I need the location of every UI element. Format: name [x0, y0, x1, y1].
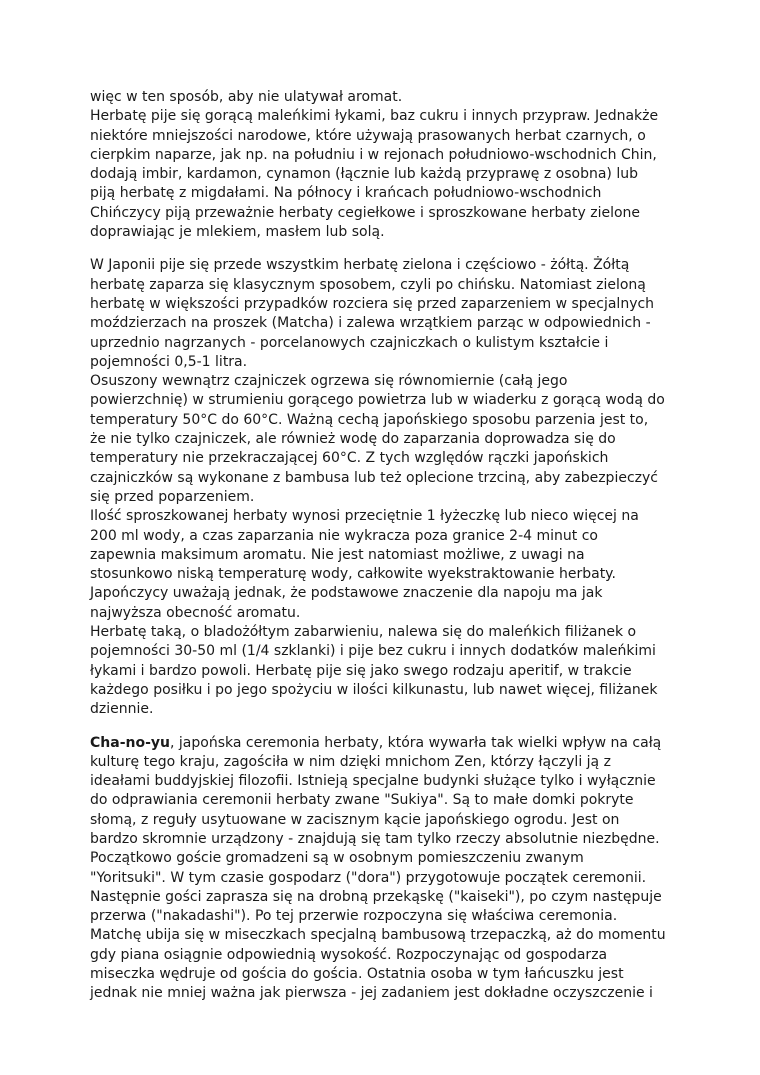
text-line	[90, 734, 690, 753]
text-line: Osuszony wewnątrz czajniczek ogrzewa się równomiernie (całą jego	[90, 373, 568, 390]
text-line: temperatury nie przekraczającej 60°C. Z tych względów rączki japońskich	[90, 450, 609, 467]
text-line: kulturę tego kraju, zagościła w nim dzięki mnichom Zen, którzy łączyli ją z	[90, 753, 611, 770]
text-line: łykami i bardzo powoli. Herbatę pije się jako swego rodzaju aperitif, w trakcie	[90, 662, 632, 679]
text-line: że nie tylko czajniczek, ale również wodę do zaparzania doprowadza się do	[90, 431, 616, 448]
text-line: ideałami buddyjskiej filozofii. Istnieją specjalne budynki służące tylko i wyłącznie	[90, 773, 656, 790]
text-line: herbatę w większości przypadków rozciera się przed zaparzeniem w specjalnych	[90, 295, 655, 312]
text-line: doprawiając je mlekiem, masłem lub solą.	[90, 224, 385, 241]
text-line: temperatury 50°C do 60°C. Ważną cechą japońskiego sposobu parzenia jest to,	[90, 411, 649, 428]
text-line: czajniczków są wykonane z bambusa lub też oplecione trzciną, aby zabezpieczyć	[90, 469, 658, 486]
paragraph-gap	[90, 242, 690, 256]
text-line: moździerzach na proszek (Matcha) i zalewa wrzątkiem parząc w odpowiednich -	[90, 315, 651, 332]
text-line: cierpkim naparze, jak np. na południu i w rejonach południowo-wschodnich Chin,	[90, 146, 657, 163]
text-line: miseczka wędruje od gościa do gościa. Ostatnia osoba w tym łańcuszku jest	[90, 966, 624, 983]
text-line: Następnie gości zaprasza się na drobną przekąskę ("kaiseki"), po czym następuje	[90, 888, 662, 905]
term-cha-no-yu: Cha-no-yu	[90, 734, 170, 751]
text-line: powierzchnię) w strumieniu gorącego powietrza lub w wiaderku z gorącą wodą do	[90, 392, 665, 409]
text-line: gdy piana osiągnie odpowiednią wysokość. Rozpoczynając od gospodarza	[90, 946, 608, 963]
text-line: herbatę zaparza się klasycznym sposobem, czyli po chińsku. Natomiast zieloną	[90, 276, 646, 293]
text-line: niektóre mniejszości narodowe, które używają prasowanych herbat czarnych, o	[90, 127, 646, 144]
paragraph-japan-tea	[90, 256, 690, 719]
text-line: uprzednio nagrzanych - porcelanowych czajniczkach o kulistym kształcie i	[90, 334, 609, 351]
text-line: bardzo skromnie urządzony - znajdują się tam tylko rzeczy absolutnie niezbędne.	[90, 830, 660, 847]
document-page	[90, 88, 690, 1004]
text-line-rest: , japońska ceremonia herbaty, która wywarła tak wielki wpływ na całą	[170, 734, 662, 751]
text-line: Ilość sproszkowanej herbaty wynosi przeciętnie 1 łyżeczkę lub nieco więcej na	[90, 508, 639, 525]
text-line: do odprawiania ceremonii herbaty zwane "Sukiya". Są to małe domki pokryte	[90, 792, 634, 809]
text-line: 200 ml wody, a czas zaparzania nie wykracza poza granice 2-4 minut co	[90, 527, 598, 544]
text-line: "Yoritsuki". W tym czasie gospodarz ("dora") przygotowuje początek ceremonii.	[90, 869, 647, 886]
paragraph-cha-no-yu	[90, 734, 690, 1004]
text-line: Herbatę pije się gorącą maleńkimi łykami, baz cukru i innych przypraw. Jednakże	[90, 108, 659, 125]
text-line: Herbatę taką, o bladożółtym zabarwieniu, nalewa się do maleńkich filiżanek o	[90, 624, 637, 641]
text-line: zapewnia maksimum aromatu. Nie jest natomiast możliwe, z uwagi na	[90, 546, 585, 563]
text-line: piją herbatę z migdałami. Na północy i krańcach południowo-wschodnich	[90, 185, 602, 202]
text-line: każdego posiłku i po jego spożyciu w ilości kilkunastu, lub nawet więcej, filiżanek	[90, 681, 658, 698]
paragraph-chinese-customs	[90, 88, 690, 242]
text-line: więc w ten sposób, aby nie ulatywał aromat.	[90, 89, 403, 105]
text-line: dziennie.	[90, 701, 154, 718]
paragraph-gap	[90, 720, 690, 734]
text-line: jednak nie mniej ważna jak pierwsza - jej zadaniem jest dokładne oczyszczenie i	[90, 985, 653, 1002]
text-line: słomą, z reguły usytuowane w zacisznym kącie japońskiego ogrodu. Jest on	[90, 811, 620, 828]
text-line: przerwa ("nakadashi"). Po tej przerwie rozpoczyna się właściwa ceremonia.	[90, 908, 618, 925]
text-line: W Japonii pije się przede wszystkim herbatę zielona i częściowo - żółtą. Żółtą	[90, 257, 630, 274]
text-line: Początkowo goście gromadzeni są w osobnym pomieszczeniu zwanym	[90, 850, 584, 867]
text-line: pojemności 0,5-1 litra.	[90, 353, 248, 370]
text-line: Chińczycy piją przeważnie herbaty cegiełkowe i sproszkowane herbaty zielone	[90, 204, 641, 221]
text-line: Matchę ubija się w miseczkach specjalną bambusową trzepaczką, aż do momentu	[90, 927, 666, 944]
text-line: Japończycy uważają jednak, że podstawowe znaczenie dla napoju ma jak	[90, 585, 603, 602]
text-line: się przed poparzeniem.	[90, 488, 255, 505]
text-line: stosunkowo niską temperaturę wody, całkowite wyekstraktowanie herbaty.	[90, 566, 616, 583]
text-line: pojemności 30-50 ml (1/4 szklanki) i pije bez cukru i innych dodatków maleńkimi	[90, 643, 656, 660]
text-line: najwyższa obecność aromatu.	[90, 604, 301, 621]
text-line: dodają imbir, kardamon, cynamon (łącznie lub każdą przyprawę z osobna) lub	[90, 166, 638, 183]
